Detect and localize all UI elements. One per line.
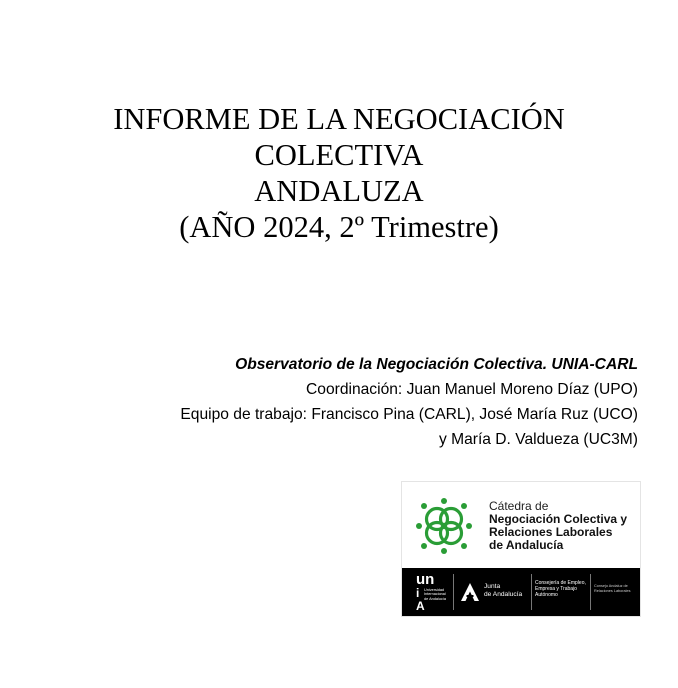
catedra-logo-top [402,482,640,568]
unia-logo [416,572,450,614]
title-line-3: ANDALUZA [254,174,424,208]
catedra-prefix: Cátedra de [489,499,549,513]
report-title [0,101,678,245]
unia-a: A [416,599,425,613]
title-line-1: INFORME DE LA NEGOCIACIÓN [113,102,565,136]
unia-small-line-2: Internacional [424,592,446,597]
coordination-line: Coordinación: Juan Manuel Moreno Díaz (UPO) [306,381,638,398]
catedra-name-line-3: de Andalucía [489,538,564,552]
junta-a-icon [460,582,480,602]
junta-line-2: de Andalucía [484,591,523,598]
consejo-line-2: Relaciones Laborales [594,588,631,593]
unia-small-line-1: Universidad [424,588,445,592]
consejeria-line-1: Consejería de Empleo, [535,580,586,586]
catedra-logo [402,482,640,616]
catedra-name-line-1: Negociación Colectiva y [489,512,628,526]
catedra-name [489,513,627,552]
consejo-line-1: Consejo Andaluz de [594,584,628,588]
unia-small-text [424,588,450,601]
catedra-emblem-icon [415,497,473,555]
junta-text [484,583,522,599]
consejeria-text [535,580,586,598]
logo-divider [453,574,454,610]
team-line-2: y María D. Valdueza (UC3M) [438,431,638,448]
logo-divider [590,574,591,610]
unia-i: i [416,586,420,600]
team-line-1: Equipo de trabajo: Francisco Pina (CARL), José María Ruz (UCO) [180,406,638,423]
observatory-name: Observatorio de la Negociación Colectiva. UNIA-CARL [235,356,638,373]
junta-line-1: Junta [484,583,501,590]
title-line-4: (AÑO 2024, 2º Trimestre) [179,210,499,244]
title-line-2: COLECTIVA [254,138,424,172]
consejeria-line-2: Empresa y Trabajo [535,586,577,592]
logo-divider [531,574,532,610]
consejeria-line-3: Autónomo [535,592,558,598]
consejo-text [594,584,631,593]
unia-un: un [416,571,435,588]
sponsor-logo-bar [402,568,640,616]
credits-block [78,352,638,452]
catedra-name-line-2: Relaciones Laborales [489,525,613,539]
unia-small-line-3: de Andalucía [424,596,446,601]
